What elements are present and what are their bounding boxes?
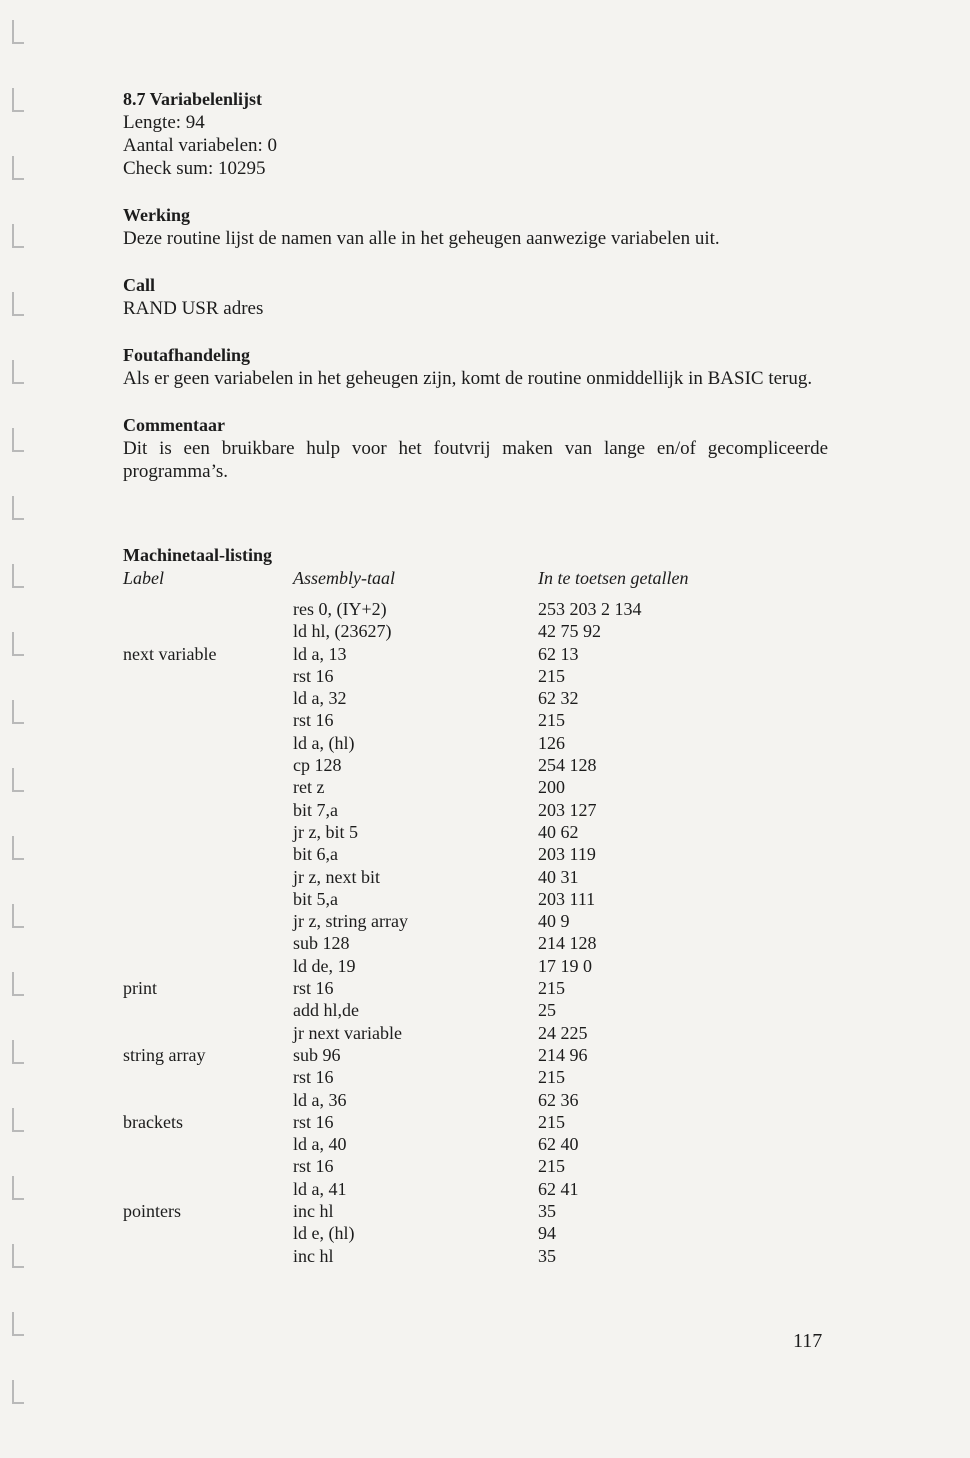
row-label [123,732,293,754]
row-assembly: ld e, (hl) [293,1223,355,1244]
page-content [123,88,828,483]
row-numbers: 203 119 [538,844,596,865]
row-label: pointers [123,1201,181,1222]
row-label: next variable [123,643,217,664]
listing-row [123,999,828,1021]
foutafhandeling-text: Als er geen variabelen in het geheugen zijn, komt de routine onmiddellijk in BASIC terug. [123,368,813,389]
row-assembly: jr z, next bit [293,866,380,887]
listing-row [123,1066,828,1088]
row-numbers: 62 40 [538,1134,579,1155]
row-label [123,821,293,843]
listing-row [123,910,828,932]
row-label [123,799,293,821]
machine-code-listing [123,544,828,1267]
row-label [123,1178,293,1200]
row-label: string array [123,1044,206,1065]
row-assembly: sub 96 [293,1044,341,1065]
row-label [123,754,293,776]
length-line: Lengte: 94 [123,112,205,133]
row-assembly: ld a, 40 [293,1134,347,1155]
row-assembly: rst 16 [293,710,334,731]
row-numbers: 62 36 [538,1089,579,1110]
listing-row [123,1155,828,1177]
row-assembly: ld a, 41 [293,1178,347,1199]
row-numbers: 215 [538,710,565,731]
binder-marks [12,0,26,1458]
checksum-line: Check sum: 10295 [123,158,266,179]
listing-row [123,620,828,642]
row-assembly: rst 16 [293,1111,334,1132]
row-numbers: 94 [538,1223,556,1244]
listing-row [123,955,828,977]
commentaar-heading: Commentaar [123,415,225,435]
row-assembly: add hl,de [293,1000,359,1021]
listing-row [123,1178,828,1200]
listing-row [123,776,828,798]
row-assembly: bit 7,a [293,799,338,820]
row-label [123,1245,293,1267]
listing-row [123,1044,828,1066]
row-label [123,665,293,687]
row-numbers: 200 [538,777,565,798]
listing-row [123,665,828,687]
row-label [123,687,293,709]
listing-heading: Machinetaal-listing [123,545,272,565]
row-label [123,888,293,910]
listing-row [123,709,828,731]
row-numbers: 40 31 [538,866,579,887]
row-numbers: 215 [538,1156,565,1177]
row-numbers: 203 111 [538,888,596,909]
listing-row [123,799,828,821]
listing-row [123,1089,828,1111]
listing-row [123,1245,828,1267]
call-text: RAND USR adres [123,298,264,319]
row-assembly: inc hl [293,1201,334,1222]
row-assembly: ld hl, (23627) [293,621,392,642]
listing-row [123,1133,828,1155]
listing-row [123,754,828,776]
row-numbers: 253 203 2 134 [538,599,642,619]
row-numbers: 62 13 [538,643,579,664]
row-assembly: rst 16 [293,978,334,999]
row-numbers: 35 [538,1201,556,1222]
listing-row [123,977,828,999]
row-assembly: rst 16 [293,1067,334,1088]
row-assembly: jr z, bit 5 [293,821,358,842]
row-assembly: ld a, (hl) [293,732,355,753]
row-label [123,1066,293,1088]
row-numbers: 254 128 [538,755,597,776]
row-label [123,866,293,888]
listing-row [123,1111,828,1133]
row-assembly: inc hl [293,1245,334,1266]
row-assembly: rst 16 [293,1156,334,1177]
row-label [123,843,293,865]
commentaar-text: Dit is een bruikbare hulp voor het foutvrij maken van lange en/of gecompliceerde programma’s. [123,438,828,482]
row-numbers: 40 62 [538,821,579,842]
row-numbers: 214 96 [538,1044,588,1065]
listing-rows [123,598,828,1267]
row-numbers: 215 [538,665,565,686]
row-numbers: 62 41 [538,1178,579,1199]
row-label [123,1222,293,1244]
row-assembly: rst 16 [293,665,334,686]
row-numbers: 203 127 [538,799,597,820]
row-label [123,1089,293,1111]
listing-row [123,821,828,843]
row-numbers: 42 75 92 [538,621,601,642]
row-assembly: jr z, string array [293,911,408,932]
row-numbers: 215 [538,1111,565,1132]
num-vars-line: Aantal variabelen: 0 [123,135,278,156]
row-numbers: 25 [538,1000,556,1021]
row-numbers: 62 32 [538,688,579,709]
listing-row [123,643,828,665]
listing-row [123,888,828,910]
row-numbers: 215 [538,1067,565,1088]
listing-row [123,598,828,620]
row-label [123,776,293,798]
call-heading: Call [123,275,156,295]
row-numbers: 40 9 [538,911,570,932]
row-label [123,598,293,620]
listing-row [123,1222,828,1244]
row-numbers: 17 19 0 [538,955,592,976]
row-numbers: 215 [538,978,565,999]
row-assembly: cp 128 [293,755,342,776]
row-label [123,999,293,1021]
row-label [123,1155,293,1177]
row-assembly: jr next variable [293,1022,402,1043]
row-label: brackets [123,1111,183,1132]
listing-row [123,687,828,709]
numbers-column-header: In te toetsen getallen [538,568,689,588]
listing-row [123,732,828,754]
row-assembly: ld a, 13 [293,643,347,664]
label-column-header: Label [123,568,165,588]
row-numbers: 214 128 [538,933,597,954]
listing-row [123,866,828,888]
row-assembly: res 0, (IY+2) [293,599,387,619]
werking-heading: Werking [123,205,191,225]
row-assembly: bit 5,a [293,888,338,909]
row-label [123,1022,293,1044]
row-label: print [123,978,157,999]
row-label [123,932,293,954]
page-number: 117 [793,1330,823,1352]
listing-row [123,843,828,865]
row-assembly: ld a, 32 [293,688,347,709]
row-assembly: ld de, 19 [293,955,356,976]
row-numbers: 24 225 [538,1022,588,1043]
row-label [123,620,293,642]
listing-row [123,1022,828,1044]
section-title: 8.7 Variabelenlijst [123,89,263,109]
row-assembly: ld a, 36 [293,1089,347,1110]
row-assembly: sub 128 [293,933,350,954]
row-label [123,955,293,977]
foutafhandeling-heading: Foutafhandeling [123,345,251,365]
row-assembly: ret z [293,777,325,798]
row-numbers: 126 [538,732,565,753]
row-assembly: bit 6,a [293,844,338,865]
werking-text: Deze routine lijst de namen van alle in het geheugen aanwezige variabelen uit. [123,228,720,249]
listing-row [123,932,828,954]
row-label [123,709,293,731]
assembly-column-header: Assembly-taal [293,568,395,588]
listing-row [123,1200,828,1222]
row-label [123,1133,293,1155]
row-label [123,910,293,932]
row-numbers: 35 [538,1245,556,1266]
listing-column-headers [123,567,828,590]
